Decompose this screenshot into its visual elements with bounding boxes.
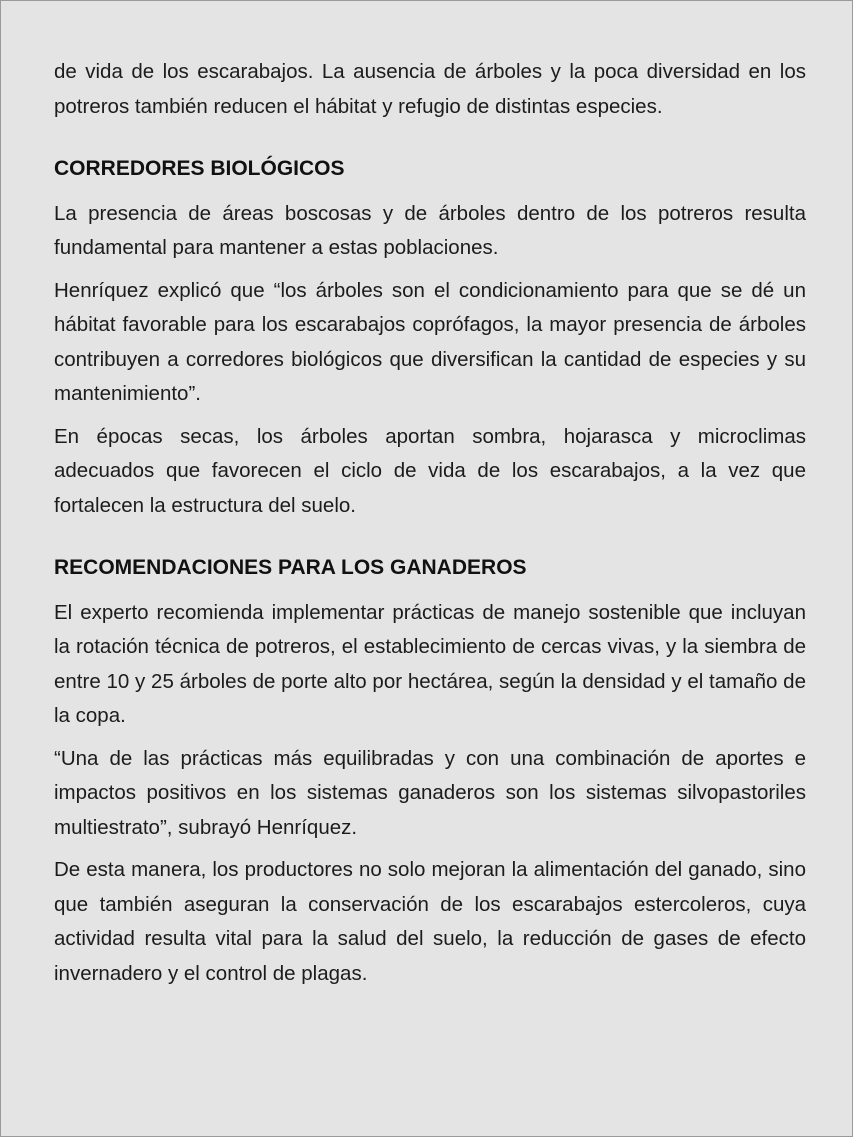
paragraph: El experto recomienda implementar prácticas de manejo sostenible que incluyan la rotación técnica de potreros, el establecimiento de cercas vivas, y la siembra de entre 10 y 25 árboles de porte alto por hectárea, según la densidad y el tamaño de la copa.: [54, 600, 806, 727]
section-spacer: [54, 531, 806, 551]
article-body: [54, 55, 806, 999]
section-heading-recomendaciones: RECOMENDACIONES PARA LOS GANADEROS: [54, 556, 527, 579]
section-heading-corredores: CORREDORES BIOLÓGICOS: [54, 157, 345, 180]
paragraph: La presencia de áreas boscosas y de árboles dentro de los potreros resulta fundamental para mantener a estas poblaciones.: [54, 201, 806, 259]
intro-paragraph: de vida de los escarabajos. La ausencia de árboles y la poca diversidad en los potreros también reducen el hábitat y refugio de distintas especies.: [54, 60, 806, 118]
paragraph: En épocas secas, los árboles aportan sombra, hojarasca y microclimas adecuados que favorecen el ciclo de vida de los escarabajos, a la vez que fortalecen la estructura del suelo.: [54, 424, 806, 517]
paragraph: “Una de las prácticas más equilibradas y con una combinación de aportes e impactos positivos en los sistemas ganaderos son los sistemas silvopastoriles multiestrato”, subrayó Henríquez.: [54, 746, 806, 839]
paragraph: Henríquez explicó que “los árboles son el condicionamiento para que se dé un hábitat favorable para los escarabajos coprófagos, la mayor presencia de árboles contribuyen a corredores biológicos que diversifican la cantidad de especies y su mantenimiento”.: [54, 278, 806, 405]
section-spacer: [54, 132, 806, 152]
paragraph: De esta manera, los productores no solo mejoran la alimentación del ganado, sino que también aseguran la conservación de los escarabajos estercoleros, cuya actividad resulta vital para la salud del suelo, la reducción de gases de efecto invernadero y el control de plagas.: [54, 858, 806, 985]
